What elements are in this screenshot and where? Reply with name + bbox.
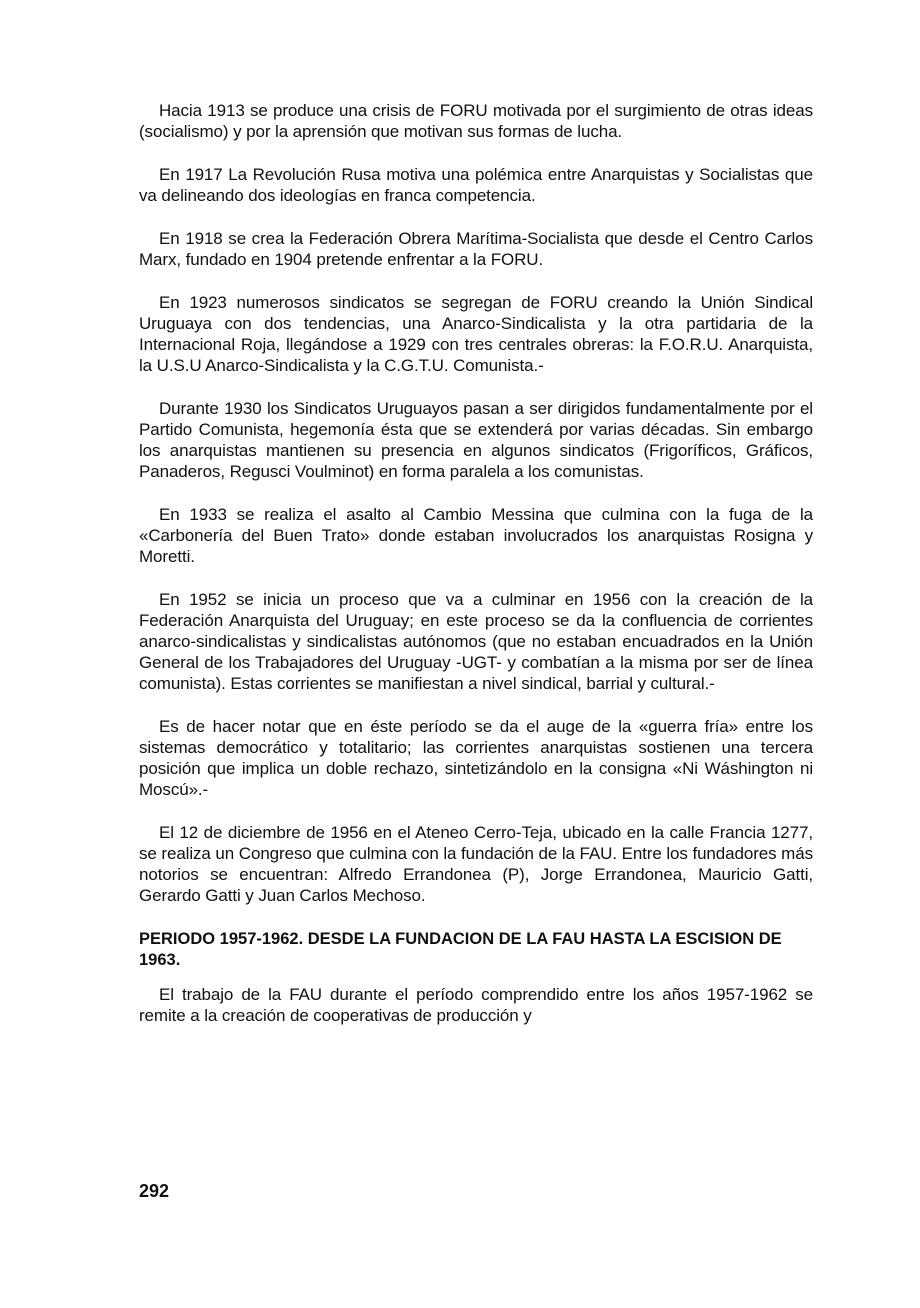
page-number: 292	[139, 1181, 170, 1201]
paragraph-1952: En 1952 se inicia un proceso que va a culminar en 1956 con la creación de la Federación Anarquista del Uruguay; en este proceso se da la confluencia de corrientes anarco-sindicalistas y sindicalistas autónomos (que no estaban encuadrados en la Unión General de los Trabajadores del Uruguay -UGT- y combatían a la misma por ser de línea comunista). Estas corrientes se manifiestan a nivel sindical, barrial y cultural.-	[139, 590, 813, 693]
paragraph-closing: El trabajo de la FAU durante el período comprendido entre los años 1957-1962 se remite a la creación de cooperativas de producción y	[139, 985, 813, 1025]
paragraph-1913: Hacia 1913 se produce una crisis de FORU motivada por el surgimiento de otras ideas (socialismo) y por la aprensión que motivan sus formas de lucha.	[139, 101, 813, 141]
paragraph-1933: En 1933 se realiza el asalto al Cambio Messina que culmina con la fuga de la «Carbonería del Buen Trato» donde estaban involucrados los anarquistas Rosigna y Moretti.	[139, 505, 813, 566]
paragraph-1930: Durante 1930 los Sindicatos Uruguayos pasan a ser dirigidos fundamentalmente por el Partido Comunista, hegemonía ésta que se extenderá por varias décadas. Sin embargo los anarquistas mantienen su presencia en algunos sindicatos (Frigoríficos, Gráficos, Panaderos, Regusci Voulminot) en forma paralela a los comunistas.	[139, 399, 813, 481]
section-heading: PERIODO 1957-1962. DESDE LA FUNDACION DE LA FAU HASTA LA ESCISION DE 1963.	[139, 930, 782, 969]
paragraph-guerra-fria: Es de hacer notar que en éste período se da el auge de la «guerra fría» entre los sistemas democrático y totalitario; las corrientes anarquistas sostienen una tercera posición que implica un doble rechazo, sintetizándolo en la consigna «Ni Wáshington ni Moscú».-	[139, 717, 813, 799]
page-body	[139, 100, 813, 1026]
paragraph-1923: En 1923 numerosos sindicatos se segregan de FORU creando la Unión Sindical Uruguaya con dos tendencias, una Anarco-Sindicalista y la otra partidaria de la Internacional Roja, llegándose a 1929 con tres centrales obreras: la F.O.R.U. Anarquista, la U.S.U Anarco-Sindicalista y la C.G.T.U. Comunista.-	[139, 293, 813, 375]
paragraph-1917: En 1917 La Revolución Rusa motiva una polémica entre Anarquistas y Socialistas que va delineando dos ideologías en franca competencia.	[139, 165, 813, 205]
paragraph-1956: El 12 de diciembre de 1956 en el Ateneo Cerro-Teja, ubicado en la calle Francia 1277, se realiza un Congreso que culmina con la fundación de la FAU. Entre los fundadores más notorios se encuentran: Alfredo Errandonea (P), Jorge Errandonea, Mauricio Gatti, Gerardo Gatti y Juan Carlos Mechoso.	[139, 823, 813, 905]
paragraph-1918: En 1918 se crea la Federación Obrera Marítima-Socialista que desde el Centro Carlos Marx, fundado en 1904 pretende enfrentar a la FORU.	[139, 229, 813, 269]
